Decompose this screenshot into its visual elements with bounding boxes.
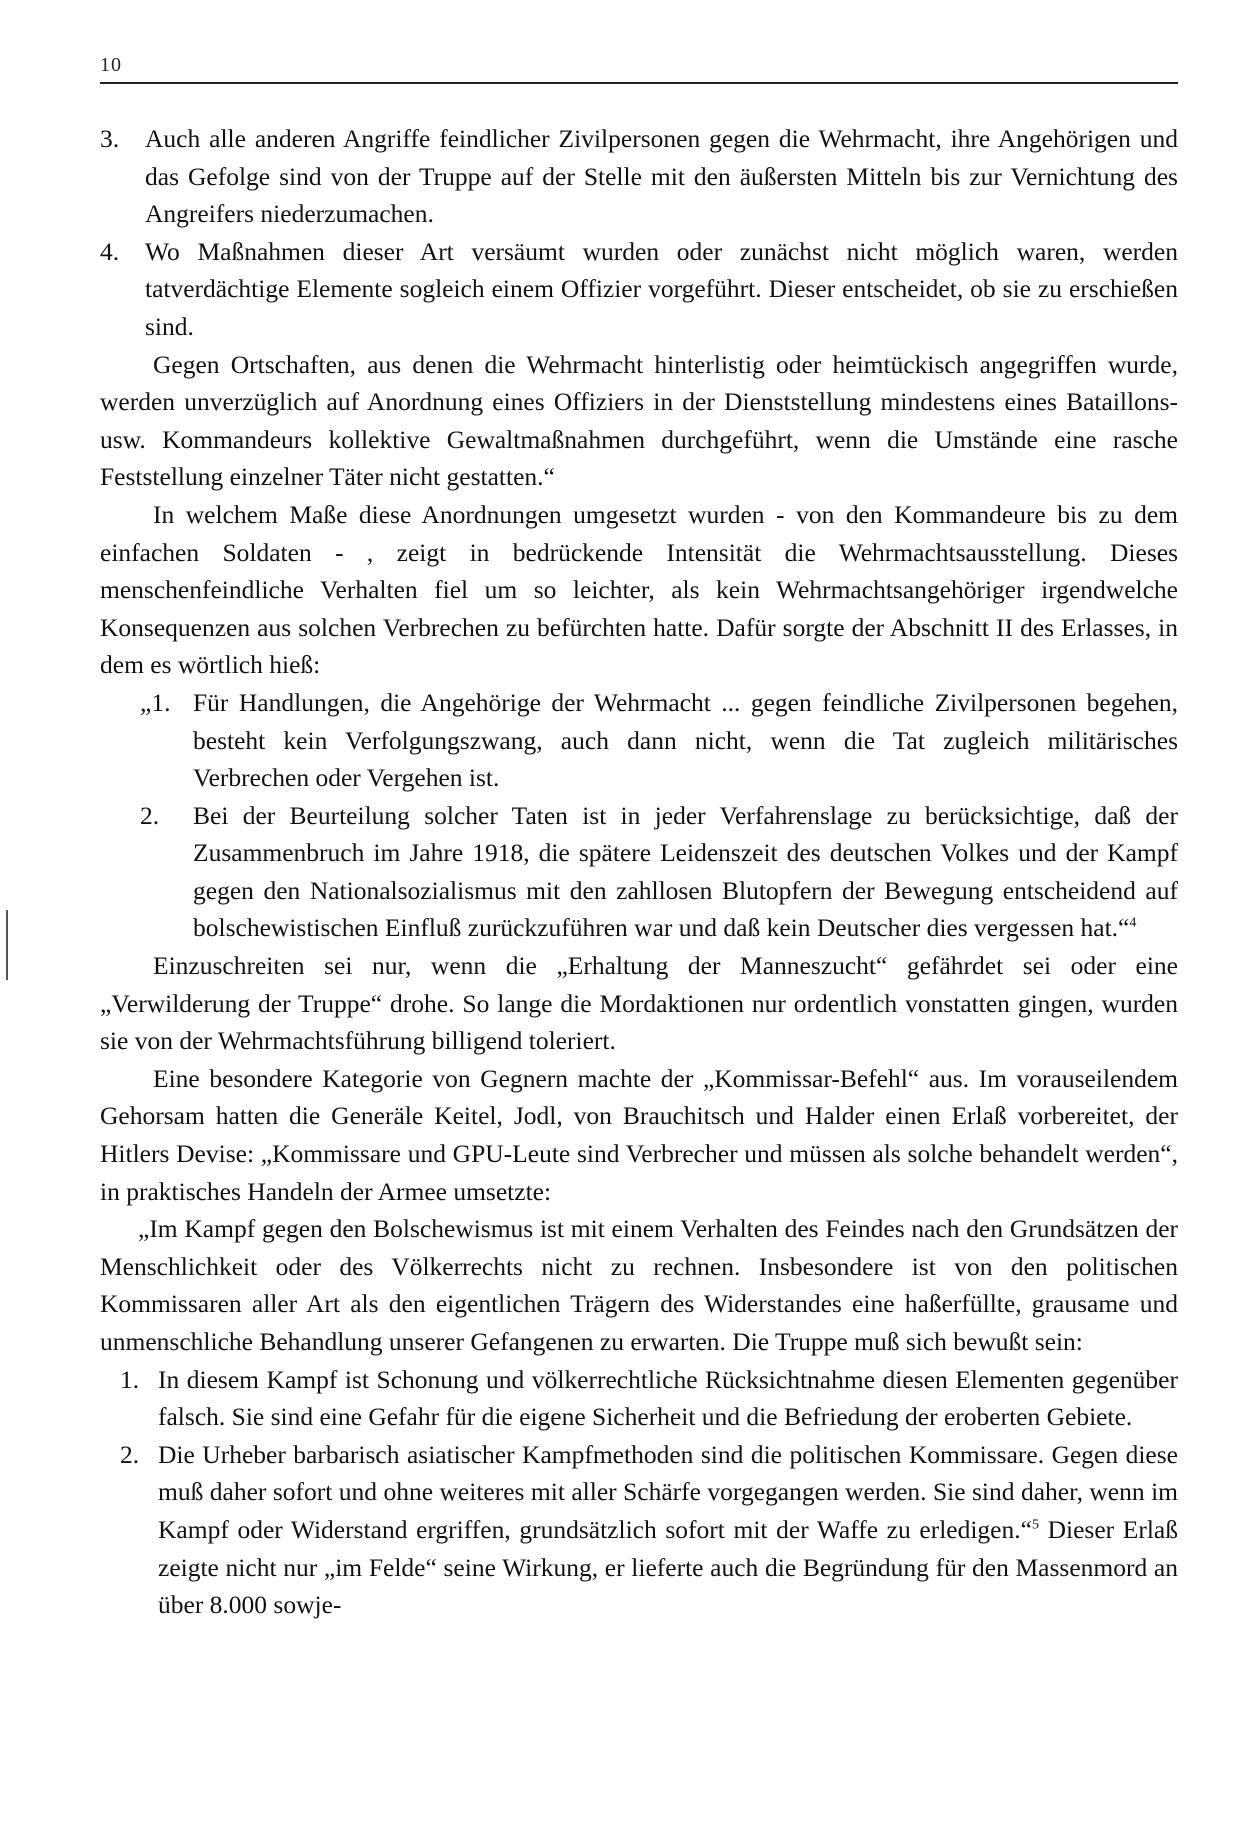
footnote-marker: 4 [1129, 915, 1137, 931]
page-number: 10 [100, 54, 122, 76]
list-item-text: In diesem Kampf ist Schonung und völkerrechtliche Rücksichtnahme diesen Elementen gegenüber falsch. Sie sind eine Gefahr für die eigene Sicherheit und die Befriedung der eroberten Gebiete. [158, 1364, 1178, 1432]
quote-list-item [100, 797, 1178, 947]
list-number: 3. [100, 124, 120, 153]
paragraph-kommissar: Eine besondere Kategorie von Gegnern machte der „Kommissar-Befehl“ aus. Im vorauseilendem Gehorsam hatten die Generäle Keitel, Jodl, von Brauchitsch und Halder einen Erlaß vorbereitet, der Hitlers Devise: „Kommissare und GPU-Leute sind Verbrecher und müssen als solche behandelt werden“, in praktisches Handeln der Armee umsetzte: [100, 1063, 1178, 1206]
list-item-text: Wo Maßnahmen dieser Art versäumt wurden oder zunächst nicht möglich waren, werden tatverdächtige Elemente sogleich einem Offizier vorgeführt. Dieser entscheidet, ob sie zu erschießen sind. [145, 236, 1178, 341]
list-item-text: Bei der Beurteilung solcher Taten ist in jeder Verfahrenslage zu berücksichtige, daß der Zusammenbruch im Jahre 1918, die spätere Leidenszeit des deutschen Volkes und der Kampf gegen den Nationalsozialismus mit den zahllosen Blutopfern der Bewegung entscheidend auf bolschewistischen Einfluß zurückzuführen war und daß kein Deutscher dies vergessen hat.“ [193, 800, 1178, 943]
quote-list-item [100, 1436, 1178, 1624]
list-number: 1. [120, 1364, 140, 1394]
quote-intro: „Im Kampf gegen den Bolschewismus ist mit einem Verhalten des Feindes nach den Grundsätzen der Menschlichkeit oder des Völkerrechts nicht zu rechnen. Insbesondere ist von den politischen Kommissaren aller Art als den eigentlichen Trägern des Widerstandes eine haßerfüllte, grausame und unmenschliche Behandlung unserer Gefangenen zu erwarten. Die Truppe muß sich bewußt sein: [100, 1214, 1178, 1356]
quote-list-item [100, 1361, 1178, 1436]
list-number: 2. [120, 1439, 140, 1469]
paragraph-einschreiten: Einzuschreiten sei nur, wenn die „Erhaltung der Manneszucht“ gefährdet sei oder eine „Verwilderung der Truppe“ drohe. So lange die Mordaktionen nur ordentlich vonstatten gingen, wurden sie von der Wehrmachtsführung billigend toleriert. [100, 951, 1178, 1056]
page-body [100, 120, 1178, 1624]
header-rule [100, 82, 1178, 84]
margin-mark [6, 910, 8, 980]
paragraph-ausmass: In welchem Maße diese Anordnungen umgesetzt wurden - von den Kommandeure bis zu dem einfachen Soldaten - , zeigt in bedrückende Intensität die Wehrmachtsausstellung. Dieses menschenfeindliche Verhalten fiel um so leichter, als kein Wehrmachtsangehöriger irgendwelche Konsequenzen aus solchen Verbrechen zu befürchten hatte. Dafür sorgte der Abschnitt II des Erlasses, in dem es wörtlich hieß: [100, 499, 1178, 680]
list-number: 4. [100, 236, 120, 266]
list-item-text: Für Handlungen, die Angehörige der Wehrmacht ... gegen feindliche Zivilpersonen begehen, besteht kein Verfolgungszwang, auch dann nicht, wenn die Tat zugleich militärisches Verbrechen oder Vergehen ist. [193, 687, 1178, 793]
list-item-continuation: Dieser Erlaß zeigte nicht nur „im Felde“ seine Wirkung, er lieferte auch die Begründung für den Massenmord an über 8.000 sowje- [158, 1514, 1178, 1620]
list-number: 2. [140, 800, 160, 830]
list-item [100, 120, 1178, 233]
list-item [100, 233, 1178, 346]
list-item-text: Die Urheber barbarisch asiatischer Kampfmethoden sind die politischen Kommissare. Gegen diese muß daher sofort und ohne weiteres mit aller Schärfe vorgegangen werden. Sie sind daher, wenn im Kampf oder Widerstand ergriffen, grundsätzlich sofort mit der Waffe zu erledigen.“ [158, 1439, 1178, 1544]
footnote-marker: 5 [1031, 1517, 1039, 1533]
paragraph-ortschaften: Gegen Ortschaften, aus denen die Wehrmacht hinterlistig oder heimtückisch angegriffen wurde, werden unverzüglich auf Anordnung eines Offiziers in der Dienststellung mindestens eines Bataillons- usw. Kommandeurs kollektive Gewaltmaßnahmen durchgeführt, wenn die Umstände eine rasche Feststellung einzelner Täter nicht gestatten.“ [100, 349, 1178, 492]
quote-list-item [100, 684, 1178, 797]
list-number: „1. [140, 687, 171, 717]
list-item-text: Auch alle anderen Angriffe feindlicher Zivilpersonen gegen die Wehrmacht, ihre Angehörigen und das Gefolge sind von der Truppe auf der Stelle mit den äußersten Mitteln bis zur Vernichtung des Angreifers niederzumachen. [145, 124, 1178, 229]
